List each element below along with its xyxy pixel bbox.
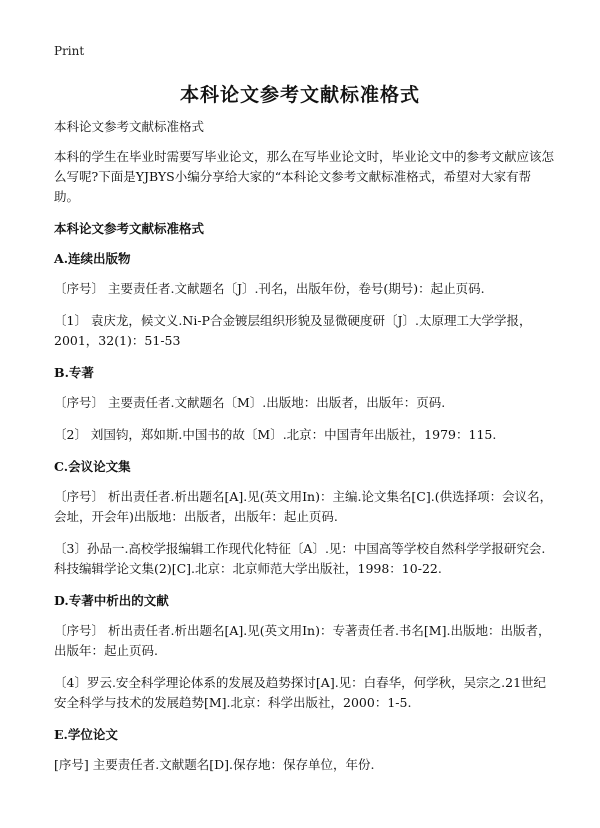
- subtitle: 本科论文参考文献标准格式: [54, 119, 205, 134]
- intro-paragraph: 本科的学生在毕业时需要写毕业论文，那么在写毕业论文时，毕业论文中的参考文献应该怎么写呢?下面是YJBYS小编分享给大家的“本科论文参考文献标准格式，希望对大家有帮助。: [54, 149, 555, 204]
- example-c: 〔3〕孙品一.高校学报编辑工作现代化特征〔A〕.见：中国高等学校自然科学学报研究会.科技编辑学论文集(2)[C].北京：北京师范大学出版社，1998：10-22.: [54, 541, 546, 576]
- format-d: 〔序号〕 析出责任者.析出题名[A].见(英文用In)：专著责任者.书名[M].出版地：出版者，出版年：起止页码.: [54, 623, 551, 658]
- heading-c: C.会议论文集: [54, 459, 131, 474]
- example-b: 〔2〕 刘国钧，郑如斯.中国书的故〔M〕.北京：中国青年出版社，1979：115.: [54, 427, 497, 442]
- format-a: 〔序号〕 主要责任者.文献题名〔J〕.刊名，出版年份，卷号(期号)：起止页码.: [54, 281, 485, 296]
- example-d: 〔4〕罗云.安全科学理论体系的发展及趋势探讨[A].见：白春华，何学秋，吴宗之.21世纪安全科学与技术的发展趋势[M].北京：科学出版社，2000：1-5.: [54, 675, 547, 710]
- section-heading: 本科论文参考文献标准格式: [54, 221, 205, 236]
- example-a: 〔1〕 袁庆龙，候文义.Ni-P合金镀层组织形貌及显微硬度研〔J〕.太原理工大学学报，2001，32(1)：51-53: [54, 313, 532, 348]
- format-e: [序号] 主要责任者.文献题名[D].保存地：保存单位，年份.: [54, 757, 375, 772]
- print-label: Print: [54, 44, 85, 58]
- document-body: [54, 117, 554, 787]
- heading-d: D.专著中析出的文献: [54, 593, 169, 608]
- page-title: 本科论文参考文献标准格式: [179, 84, 420, 106]
- format-b: 〔序号〕 主要责任者.文献题名〔M〕.出版地：出版者，出版年：页码.: [54, 395, 446, 410]
- heading-e: E.学位论文: [54, 727, 118, 742]
- heading-a: A.连续出版物: [54, 251, 131, 266]
- heading-b: B.专著: [54, 365, 94, 380]
- format-c: 〔序号〕 析出责任者.析出题名[A].见(英文用In)：主编.论文集名[C].(供选择项：会议名，会址，开会年)出版地：出版者，出版年：起止页码.: [54, 489, 553, 524]
